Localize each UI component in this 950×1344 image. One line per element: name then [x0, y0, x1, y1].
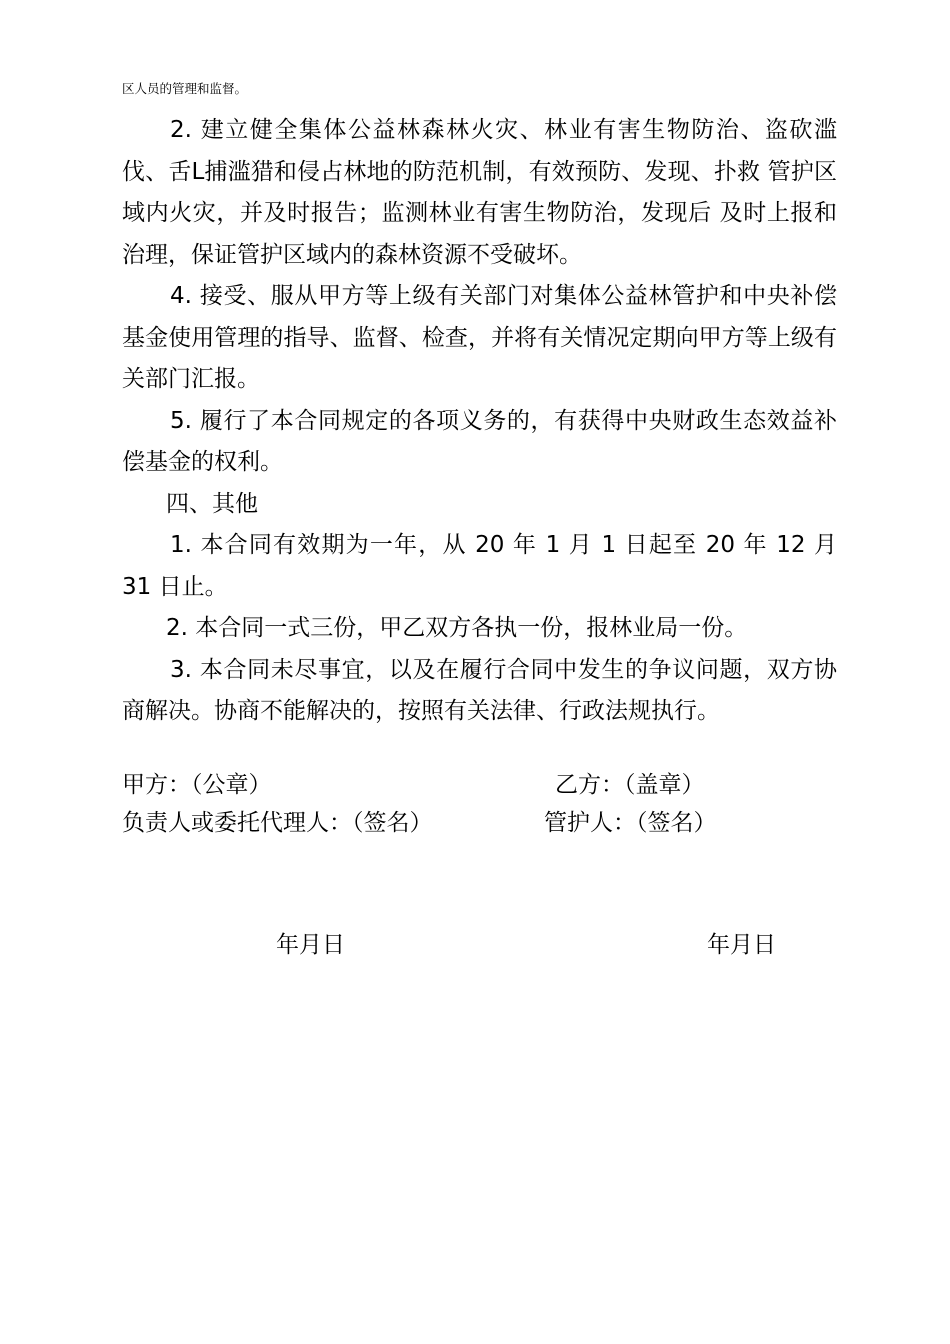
paragraph-validity: 1. 本合同有效期为一年，从 20 年 1 月 1 日起至 20 年 12 月 31 日止。: [122, 532, 837, 600]
paragraph-rights: 5. 履行了本合同规定的各项义务的，有获得中央财政生态效益补偿基金的权利。: [122, 407, 837, 475]
party-a-representative: 负责人或委托代理人：（签名）: [122, 810, 433, 836]
party-a-seal: 甲方：（公章）: [122, 772, 272, 798]
contract-body: [122, 110, 837, 733]
paragraph-disputes: 3. 本合同未尽事宜，以及在履行合同中发生的争议问题，双方协商解决。协商不能解决的，按照有关法律、行政法规执行。: [122, 656, 837, 724]
paragraph-supervision: 4. 接受、服从甲方等上级有关部门对集体公益林管护和中央补偿基金使用管理的指导、监督、检查，并将有关情况定期向甲方等上级有关部门汇报。: [122, 283, 837, 392]
paragraph-copies: 2. 本合同一式三份，甲乙双方各执一份，报林业局一份。: [166, 615, 748, 641]
party-b-caretaker: 管护人：（签名）: [544, 810, 717, 836]
party-a-date: 年月日: [276, 932, 345, 958]
paragraph-fire-prevention: 2. 建立健全集体公益林森林火灾、林业有害生物防治、盗砍滥伐、舌L捕滥猎和侵占林地的防范机制，有效预防、发现、扑救 管护区域内火灾，并及时报告；监测林业有害生物防治，发现后 及时上报和治理，保证管护区域内的森林资源不受破坏。: [122, 117, 837, 268]
top-fragment-text: 区人员的管理和监督。: [122, 81, 248, 96]
section-heading-other: 四、其他: [166, 490, 258, 517]
party-b-date: 年月日: [707, 932, 776, 958]
party-b-seal: 乙方：（盖章）: [555, 772, 705, 798]
